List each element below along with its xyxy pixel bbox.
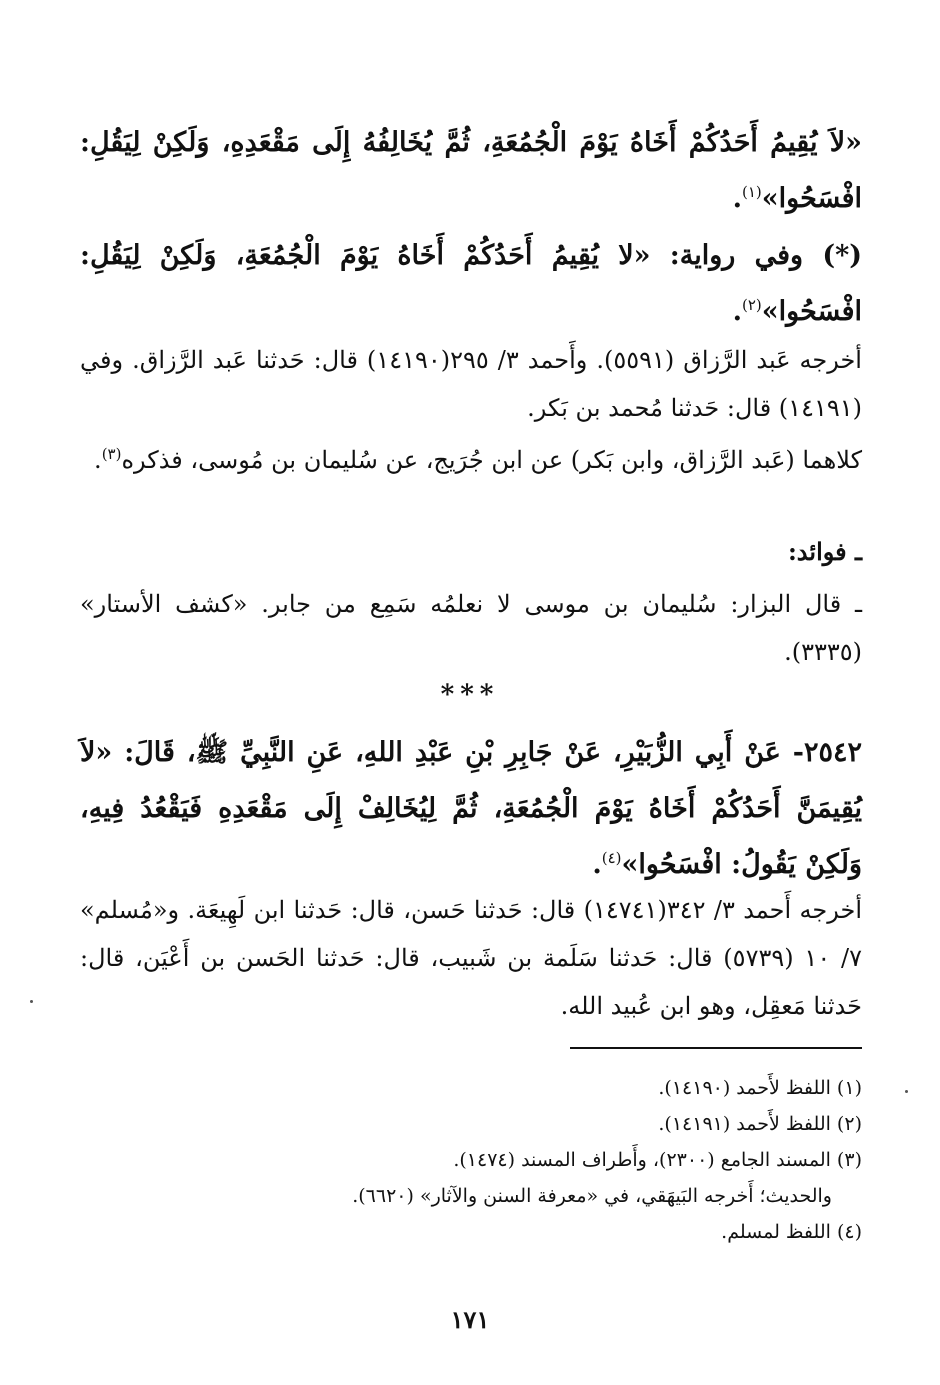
variant-text: (*) وفي رواية: «لا يُقِيمُ أَحَدُكُمْ أَخَاهُ يَوْمَ الْجُمُعَةِ، وَلَكِنْ لِيَقُلِ: افْسَحُوا» — [80, 240, 862, 327]
footnote-1: (١) اللفظ لأَحمد (١٤١٩٠). — [658, 1077, 862, 1099]
fawaid-text: ـ قال البزار: سُليمان بن موسى لا نعلمُه سَمِع من جابر. «كشف الأستار» (٣٣٣٥). — [80, 590, 862, 666]
punctuation: . — [732, 183, 742, 214]
footnote-3-continuation: والحديث؛ أَخرجه البَيهَقي، في «معرفة السنن والآثار» (٦٦٢٠). — [352, 1185, 832, 1207]
fawaid-note — [80, 580, 862, 676]
punctuation: . — [732, 296, 742, 327]
takhrij-paragraph — [80, 336, 862, 432]
scan-speck — [905, 1090, 908, 1093]
footnote-ref: (١) — [741, 183, 762, 201]
hadith-text: «لاَ يُقِيمَنَّ أَحَدُكُمْ أَخَاهُ يَوْمَ الْجُمُعَةِ، ثُمَّ لِيُخَالِفْ إِلَى مَقْعَدِهِ فَيَقْعُدُ فِيهِ، وَلَكِنْ يَقُولُ: افْسَحُوا» — [80, 737, 862, 880]
takhrij-text: أخرجه عَبد الرَّزاق (٥٥٩١). وأَحمد ٣/ ٢٩٥(١٤١٩٠) قال: حَدثنا عَبد الرَّزاق. وفي (١٤١٩١) قال: حَدثنا مُحمد بن بَكر. — [80, 346, 862, 422]
takhrij-text: أخرجه أَحمد ٣/ ٣٤٢(١٤٧٤١) قال: حَدثنا حَسن، قال: حَدثنا ابن لَهِيعَة. و«مُسلم» ٧/ ١٠ (٥٧٣٩) قال: حَدثنا سَلَمة بن شَبيب، قال: حَدثنا الحَسن بن أَعْيَن، قال: حَدثنا مَعقِل، وهو ابن عُبيد الله. — [80, 896, 863, 1020]
scan-speck — [30, 1000, 33, 1003]
footnote-4: (٤) اللفظ لمسلم. — [721, 1221, 862, 1243]
takhrij-paragraph — [80, 436, 862, 484]
takhrij-text: كلاهما (عَبد الرَّزاق، وابن بَكر) عن ابن جُرَيج، عن سُليمان بن مُوسى، فذكره — [121, 446, 862, 474]
section-separator: *** — [440, 680, 500, 710]
hadith-2541-continuation — [80, 115, 862, 227]
punctuation: . — [592, 849, 602, 880]
footnote-ref: (٤) — [601, 849, 622, 867]
punctuation: . — [94, 446, 102, 474]
footnote-2: (٢) اللفظ لأَحمد (١٤١٩١). — [658, 1113, 862, 1135]
footnote-3: (٣) المسند الجامع (٢٣٠٠)، وأَطراف المسند (١٤٧٤). — [453, 1149, 862, 1171]
hadith-text: «لاَ يُقِيمُ أَحَدُكُمْ أَخَاهُ يَوْمَ الْجُمُعَةِ، ثُمَّ يُخَالِفُهُ إِلَى مَقْعَدِهِ، وَلَكِنْ لِيَقُلِ: افْسَحُوا» — [80, 127, 862, 214]
fawaid-heading: ـ فوائد: — [787, 537, 862, 566]
footnote-ref: (٣) — [101, 445, 122, 463]
page-number: ١٧١ — [450, 1305, 490, 1334]
footnote-separator-line — [570, 1047, 862, 1049]
footnotes — [80, 1070, 862, 1250]
footnote-ref: (٢) — [741, 296, 762, 314]
takhrij-paragraph — [80, 886, 862, 1030]
hadith-2542 — [80, 725, 862, 893]
variant-narration — [80, 228, 862, 340]
hadith-number-and-chain: ٢٥٤٢- عَنْ أَبِي الزُّبَيْرِ، عَنْ جَابِرِ بْنِ عَبْدِ اللهِ، عَنِ النَّبِيِّ ﷺ، قَالَ: — [124, 737, 862, 768]
